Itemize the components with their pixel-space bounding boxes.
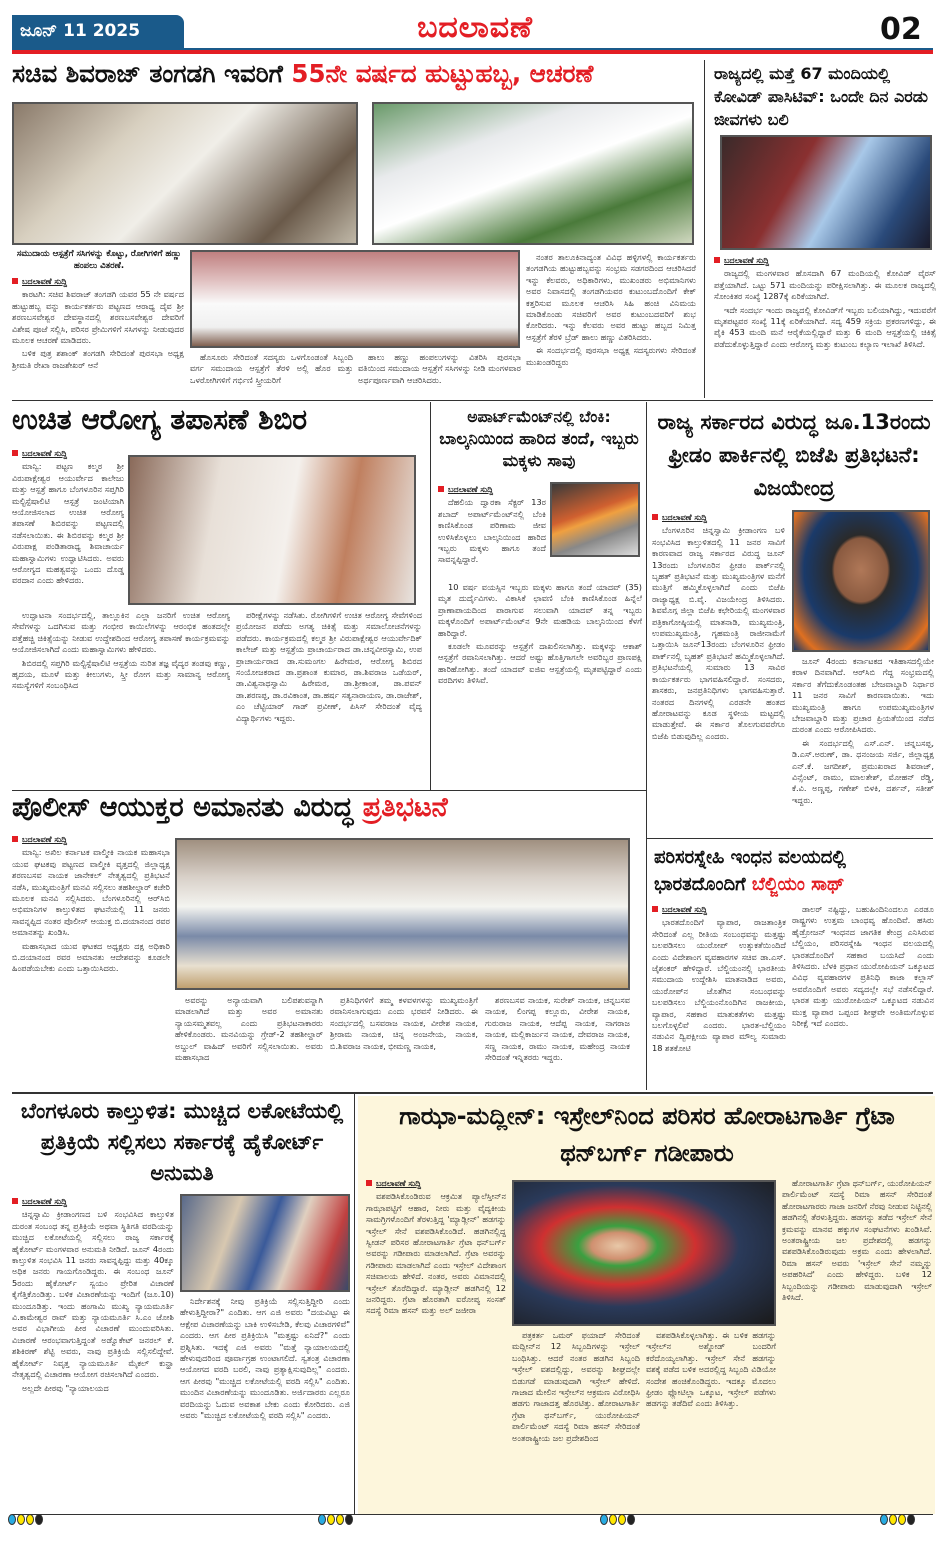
header-rule xyxy=(12,48,933,54)
health-camp-photo xyxy=(128,455,416,605)
section-rule xyxy=(646,838,933,839)
paragraph: ಕಾರಟಗಿ: ಸಚಿವ ಶಿವರಾಜ್ ತಂಗಡಗಿ ಯವರ 55 ನೇ ವರ್ಷದ ಹುಟ್ಟುಹಬ್ಬ ವನ್ನು ಕಾರ್ಯಕರ್ತರು ಪಟ್ಟಣದ ಆರಾಧ್ಯ ದೈವ ಶ್ರೀ ಶರಣಬಸವೇಶ್ವರ ದೇವಸ್ಥಾನದಲ್ಲಿ ಶರಣಬಸವೇಶ್ವರ ದೇವರಿಗೆ ವಿಶೇಷ ಪೂಜೆ ಸಲ್ಲಿಸಿ, ಪರಿಸರ ಪ್ರೇಮಿಗಳಿಗೆ ಸಸಿಗಳನ್ನು ನೀಡುವುದರ ಮೂಲಕ ಆಚರಣೆ ಮಾಡಿದರು. xyxy=(12,289,184,346)
paragraph: ಬಳಿಕ ಪುತ್ರ ಶಶಾಂಕ್ ತಂಗಡಗಿ ಸೇರಿದಂತೆ ಪುರಸಭಾ ಅಧ್ಯಕ್ಷ ಶ್ರೀಮತಿ ರೇಖಾ ರಾಜಶೇಖರ್ ಆನೆ xyxy=(12,348,184,370)
paragraph: ಅಲ್ಲದೇ ಪೀಠವು "ನ್ಯಾಯಾಲಯದ xyxy=(22,1382,109,1393)
byline: ಬದಲಾವಣೆ ಸುದ್ದಿ xyxy=(12,276,184,287)
paragraph: ಈ ಸಂದರ್ಭದಲ್ಲಿ ಎಸ್.ಎನ್. ಚನ್ನಬಸಪ್ಪ, ಡಿ.ಎಸ್.ಅರುಣ್, ಡಾ. ಧನಂಜಯ ಸರ್ಜಿ, ಜಿಲ್ಲಾಧ್ಯಕ್ಷ ಎನ್.ಕೆ. ಜಗದೀಶ್, ಪ್ರಮುಖರಾದ ಶಿವರಾಜ್, ವಿನ್ಸೆಂಟ್, ರಾಮು, ಮಾಲತೇಶ್, ಮೋಹನ್ ರೆಡ್ಡಿ, ಕೆ.ವಿ. ಅಣ್ಣಪ್ಪ, ಗಣೇಶ್ ಬಿಳಕಿ, ದರ್ಶನ್, ಸತೀಶ್ ಇದ್ದರು. xyxy=(792,737,934,805)
paragraph: ರಾಜ್ಯದಲ್ಲಿ ಮಂಗಳವಾರ ಹೊಸದಾಗಿ 67 ಮಂದಿಯಲ್ಲಿ ಕೋವಿಡ್ ವೈರಸ್ ಪತ್ತೆಯಾಗಿದೆ. ಒಟ್ಟು 571 ಮಂದಿಯನ್ನು ಪರೀಕ್ಷಿಸಲಾಗಿತ್ತು. ಈ ಮೂಲಕ ರಾಜ್ಯದಲ್ಲಿ ಸೋಂಕಿತರ ಸಂಖ್ಯೆ 1287ಕ್ಕೆ ಏರಿಕೆಯಾಗಿದೆ. xyxy=(714,268,936,302)
paragraph: ವಶಪಡಿಸಿಕೊಳ್ಳಲಾಗಿತ್ತು. ಈ ಬಳಿಕ ಹಡಗನ್ನು ಇಸ್ರೇಲ್‌ನ ಅಶ್ಡೋಡ್ ಬಂದರಿಗೆ ಕರೆದೊಯ್ಯಲಾಗಿತ್ತು. ಇಸ್ರೇಲ್ ಸೇನೆ ಹಡಗನ್ನು ವಶಕ್ಕೆ ಪಡೆದ ಬಳಿಕ ಅದರಲ್ಲಿದ್ದ ಸಿಬ್ಬಂದಿ ವಿಡಿಯೋ ಸಂದೇಶ ಹಂಚಿಕೊಂಡಿದ್ದರು. ಇದಕ್ಕೂ ಮೊದಲು ಫ್ರೀಡಂ ಫ್ಲೋಟಿಲ್ಲಾ ಒಕ್ಕೂಟ, ಇಸ್ರೇಲ್ ಪಡೆಗಳು ಹಡಗನ್ನು ತಡೆದಿವೆ ಎಂದು ತಿಳಿಸಿತ್ತು. xyxy=(646,1330,776,1409)
byline: ಬದಲಾವಣೆ ಸುದ್ದಿ xyxy=(652,512,785,523)
paragraph: ಕೂಡಲೇ ಮೂವರನ್ನು ಆಸ್ಪತ್ರೆಗೆ ದಾಖಲಿಸಲಾಗಿತ್ತು. ಮಕ್ಕಳನ್ನು ಆಕಾಶ್ ಆಸ್ಪತ್ರೆಗೆ ರವಾನಿಸಲಾಗಿತ್ತು. ಆದರೆ ಅಷ್ಟು ಹೊತ್ತಿಗಾಗಲೇ ಅವರಿಬ್ಬರ ಪ್ರಾಣಪಕ್ಷಿ ಹಾರಿಹೋಗಿತ್ತು. ತಂದೆ ಯಾದವ್ ಐಜಿಐ ಆಸ್ಪತ್ರೆಯಲ್ಲಿ ಮೃತಪಟ್ಟಿದ್ದಾರೆ ಎಂದು ವರದಿಗಳು ತಿಳಿಸಿವೆ. xyxy=(438,641,642,686)
paragraph: ಶರಣಬಸವ ನಾಯಕ, ಸುರೇಶ್ ನಾಯಕ, ಚನ್ನಬಸವ ನಾಯಕ, ಲಿಂಗಪ್ಪ ಕಲ್ಲೂರು, ವೀರೇಶ ನಾಯಕ, ಗುರುರಾಜ ನಾಯಕ, ಆದೆಪ್ಪ ನಾಯಕ, ನಾಗರಾಜ ನಾಯಕ, ಮಲ್ಲಿಕಾರ್ಜುನ ನಾಯಕ, ದೇವರಾಜ ನಾಯಕ, ಸಣ್ಣ ನಾಯಕ, ರಾಮು ನಾಯಕ, ಮಹೇಂದ್ರ ನಾಯಕ ಸೇರಿದಂತೆ ಇನ್ನಿತರರು ಇದ್ದರು. xyxy=(485,995,630,1063)
column-divider xyxy=(354,1094,355,1514)
police-column-4 xyxy=(485,995,630,1087)
byline: ಬದಲಾವಣೆ ಸುದ್ದಿ xyxy=(12,1196,174,1207)
fire-headline xyxy=(436,406,642,472)
police-column-2 xyxy=(175,995,323,1087)
paragraph: ಬೆಂಗಳೂರಿನ ಚಿನ್ನಸ್ವಾಮಿ ಕ್ರೀಡಾಂಗಣ ಬಳಿ ಸಂಭವಿಸಿದ ಕಾಲ್ತುಳಿತದಲ್ಲಿ 11 ಜನರ ಸಾವಿಗೆ ಕಾರಣವಾದ ರಾಜ್ಯ ಸರ್ಕಾರದ ವಿರುದ್ಧ ಜೂನ್ 13ರಂದು ಬೆಂಗಳೂರಿನ ಫ್ರೀಡಂ ಪಾರ್ಕ್‌ನಲ್ಲಿ ಬೃಹತ್ ಪ್ರತಿಭಟನೆ ಮತ್ತು ಮುಖ್ಯಮಂತ್ರಿಗಳ ಮನೆಗೆ ಮುತ್ತಿಗೆ ಹಮ್ಮಿಕೊಳ್ಳಲಾಗಿದೆ ಎಂದು ಬಿಜೆಪಿ ರಾಜ್ಯಾಧ್ಯಕ್ಷ ಬಿ.ವೈ. ವಿಜಯೇಂದ್ರ ತಿಳಿಸಿದರು. ಶಿವಮೊಗ್ಗ ಜಿಲ್ಲಾ ಬಿಜೆಪಿ ಕಛೇರಿಯಲ್ಲಿ ಮಂಗಳವಾರ ಪತ್ರಿಕಾಗೋಷ್ಠಿಯಲ್ಲಿ ಮಾತನಾಡಿ, ಮುಖ್ಯಮಂತ್ರಿ, ಉಪಮುಖ್ಯಮಂತ್ರಿ, ಗೃಹಮಂತ್ರಿ ರಾಜೀನಾಮೆಗೆ ಒತ್ತಾಯಿಸಿ ಜೂನ್13ರಂದು ಬೆಂಗಳೂರಿನ ಫ್ರೀಡಂ ಪಾರ್ಕ್‌ನಲ್ಲಿ ಬೃಹತ್ ಪ್ರತಿಭಟನೆ ಹಮ್ಮಿಕೊಳ್ಳಲಾಗಿದೆ. ಪ್ರತಿಭಟನೆಯಲ್ಲಿ ಸುಮಾರು 13 ಸಾವಿರ ಕಾರ್ಯಕರ್ತರು ಭಾಗವಹಿಸಲಿದ್ದಾರೆ. ಸಂಸದರು, ಶಾಸಕರು, ಜನಪ್ರತಿನಿಧಿಗಳು ಭಾಗವಹಿಸುತ್ತಾರೆ. ನಂತರದ ದಿನಗಳಲ್ಲಿ ಎರಡನೇ ಹಂತದ ಹೋರಾಟವನ್ನು ಕೂಡ ಸ್ಥಳೀಯ ಮಟ್ಟದಲ್ಲಿ ಮಾಡುತ್ತೇವೆ. ಈ ಸರ್ಕಾರ ತೊಲಗುವವರೆಗೂ ಬಿಜೆಪಿ ಬಿಡುವುದಿಲ್ಲ ಎಂದರು. xyxy=(652,525,785,741)
date-tab: ಜೂನ್ 11 2025 xyxy=(12,15,184,48)
paragraph: ಡಾಲರ್ ನಷ್ಟಿದ್ದು, ಬಹುಹಿಂದಿನಿಂದಲೂ ಎರಡೂ ರಾಷ್ಟ್ರಗಳು ಉತ್ತಮ ಬಾಂಧವ್ಯ ಹೊಂದಿವೆ. ಹಸಿರು ಹೈಡ್ರೋಜನ್ ಇಂಧನದ ಜಾಗತಿಕ ಕೇಂದ್ರ ಎನಿಸಿರುವ ಬೆಲ್ಜಿಯಂ, ಪರಿಸರಸ್ನೇಹಿ ಇಂಧನ ವಲಯದಲ್ಲಿ ಭಾರತದೊಂದಿಗೆ ಸಹಕಾರ ಬಯಸಿದೆ ಎಂದು ತಿಳಿಸಿದರು. ಬೆಳಕಿ ಪ್ರಧಾನ ಯುರೋಪಿಯನ್ ಒಕ್ಕೂಟದ ವಿವಿಧ ವ್ಯವಹಾರಗಳ ಪ್ರತಿನಿಧಿ ಕಾಜಾ ಕಲ್ಲಾಸ್ ಅವರೊಂದಿಗೆ ಅವರು ಸದ್ಯದಲ್ಲೇ ಸಭೆ ನಡೆಸಲಿದ್ದಾರೆ. ಭಾರತ ಮತ್ತು ಯುರೋಪಿಯನ್ ಒಕ್ಕೂಟದ ನಡುವಿನ ಮುಕ್ತ ವ್ಯಾಪಾರ ಒಪ್ಪಂದ ಶೀಘ್ರವೇ ಅಂತಿಮಗೊಳ್ಳುವ ನಿರೀಕ್ಷೆ ಇದೆ ಎಂದರು. xyxy=(792,904,934,1029)
byline: ಬದಲಾವಣೆ ಸುದ್ದಿ xyxy=(12,834,170,845)
health-column-2 xyxy=(236,610,422,788)
stampede-column-2 xyxy=(180,1296,350,1510)
police-column-3 xyxy=(330,995,478,1087)
registration-marks xyxy=(318,1514,353,1525)
birthday-photo-group xyxy=(372,102,694,245)
fire-column-1 xyxy=(438,484,546,580)
paragraph: 10 ವರ್ಷ ವಯಸ್ಸಿನ ಇಬ್ಬರು ಮಕ್ಕಳು ಹಾಗೂ ತಂದೆ ಯಾದವ್ (35) ಮೃತ ದುರ್ದೈವಿಗಳು. ವಿಕಾಸಿಕೆ ಛಾವಣಿ ಬೆಂಕಿ ಕಾಣಿಸಿಕೊಂಡ ಹಿನ್ನೆಲೆ ಪ್ರಾಣಾಪಾಯದಿಂದ ಪಾರಾಗುವ ಸಲುವಾಗಿ ಯಾದವ್ ತನ್ನ ಇಬ್ಬರು ಮಕ್ಕಳೊಂದಿಗೆ ಅಪಾರ್ಟ್‌ಮೆಂಟ್‌ನ 9ನೇ ಮಹಡಿಯ ಬಾಲ್ಕನಿಯಿಂದ ಕೆಳಗೆ ಹಾರಿದ್ದಾರೆ. xyxy=(438,582,642,638)
masthead-logo: ಬದಲಾವಣೆ xyxy=(417,10,533,45)
stampede-photo xyxy=(180,1194,350,1292)
headline-part: ಸಚಿವ ಶಿವರಾಜ್ ತಂಗಡಗಿ ಇವರಿಗೆ xyxy=(12,59,292,88)
stampede-column-1 xyxy=(12,1196,174,1510)
paragraph: ಹೊಸೂರು ಸೇರಿದಂತೆ ಸದಸ್ಯರು ಒಳಗೊಂಡಂತೆ ಸಿಬ್ಬಂದಿ ವರ್ಗ ಸಮುದಾಯ ಆಸ್ಪತ್ರೆಗೆ ತೆರಳಿ ಅಲ್ಲಿ ಹೊರ ಮತ್ತು ಒಳರೋಗಿಗಳಿಗೆ ಗರ್ಭಿಣಿ ಸ್ತ್ರೀಯರಿಗೆ xyxy=(190,352,353,385)
belgium-headline xyxy=(654,844,936,898)
fire-photo xyxy=(550,482,640,557)
paragraph: ಮಹಾಸಭಾದ ಯುವ ಘಟಕದ ಅಧ್ಯಕ್ಷರು ದಕ್ಷ ಅಧಿಕಾರಿ ಬಿ.ದಯಾನಂದ ರವರ ಅಮಾನತು ಆದೇಶವನ್ನು ಕೂಡಲೇ ಹಿಂಪಡೆಯಬೇಕು ಎಂದು ಒತ್ತಾಯಿಸಿದರು. xyxy=(12,940,170,974)
police-protest-photo xyxy=(175,838,630,990)
bjp-column-2 xyxy=(792,656,934,834)
paragraph: ಈ ಸಂದರ್ಭದಲ್ಲಿ ಪುರಸಭಾ ಅಧ್ಯಕ್ಷ ಸದಸ್ಯರುಗಳು ಸೇರಿದಂತೆ ಮುಖಂಡರಿದ್ದರು xyxy=(526,345,696,367)
paragraph: ಇದೇ ಸಂದರ್ಭ ಇಂದು ರಾಜ್ಯದಲ್ಲಿ ಕೋವಿಡ್‌ಗೆ ಇಬ್ಬರು ಬಲಿಯಾಗಿದ್ದು, ಇದುವರೆಗೆ ಮೃತಪಟ್ಟವರ ಸಂಖ್ಯೆ 11ಕ್ಕೆ ಏರಿಕೆಯಾಗಿದೆ. ಸದ್ಯ 459 ಸಕ್ರಿಯ ಪ್ರಕರಣಗಳಿದ್ದು, ಈ ಪೈಕಿ 453 ಮಂದಿ ಮನೆ ಆರೈಕೆಯಲ್ಲಿದ್ದಾರೆ ಮತ್ತು 6 ಮಂದಿ ಆಸ್ಪತ್ರೆಯಲ್ಲಿ ಚಿಕಿತ್ಸೆ ಪಡೆದುಕೊಳ್ಳುತ್ತಿದ್ದಾರೆ ಎಂದು ಆರೋಗ್ಯ ಮತ್ತು ಕುಟುಂಬ ಕಲ್ಯಾಣ ಇಲಾಖೆ ತಿಳಿಸಿದೆ. xyxy=(714,304,936,349)
byline: ಬದಲಾವಣೆ ಸುದ್ದಿ xyxy=(652,904,786,915)
section-rule xyxy=(12,790,646,791)
paragraph: ಮಾನ್ವಿ: ಅಖಿಲ ಕರ್ನಾಟಕ ವಾಲ್ಮೀಕಿ ನಾಯಕ ಮಹಾಸಭಾ ಯುವ ಘಟಕವು ಪಟ್ಟಣದ ವಾಲ್ಮೀಕಿ ವೃತ್ತದಲ್ಲಿ ಜಿಲ್ಲಾಧ್ಯಕ್ಷ ಶರಣಬಸವ ನಾಯಕ ಜಾನೇಕಲ್ ನೇತೃತ್ವದಲ್ಲಿ ಪ್ರತಿಭಟನೆ ನಡೆಸಿ, ಮುಖ್ಯಮಂತ್ರಿಗೆ ಮನವಿ ಸಲ್ಲಿಸಲು ತಹಶೀಲ್ದಾರ್ ಕಚೇರಿ ಮೂಲಕ ಮನವಿ ಸಲ್ಲಿಸಿದರು. ಬೆಂಗಳೂರಿನಲ್ಲಿ ಆರ್‌ಸಿಬಿ ಅಭಿಮಾನಿಗಳ ಕಾಲ್ತುಳಿತದ ಘಟನೆಯಲ್ಲಿ 11 ಜನರು ಸಾವನ್ನಪ್ಪಿದ ನಂತರ ಪೊಲೀಸ್ ಆಯುಕ್ತ ಬಿ.ದಯಾನಂದ ರವರ ಅಮಾನತನ್ನು ಖಂಡಿಸಿ. xyxy=(12,847,170,938)
paragraph: ಜೂನ್ 4ರಂದು ಕರ್ನಾಟಕದ ಇತಿಹಾಸದಲ್ಲಿಯೇ ಕರಾಳ ದಿನವಾಗಿದೆ. ಆರ್‌ಸಿಬಿ ಗೆದ್ದ ಸಂಭ್ರಮದಲ್ಲಿ ಸರ್ಕಾರ ತೆಗೆದುಕೊಂಡಂತಹ ಬೇಜವಾಬ್ದಾರಿ ನಿರ್ಧಾರ 11 ಜನರ ಸಾವಿಗೆ ಕಾರಣವಾಯಿತು. ಇದು ಮುಖ್ಯಮಂತ್ರಿ ಹಾಗೂ ಉಪಮುಖ್ಯಮಂತ್ರಿಗಳ ಬೇಜವಾಬ್ದಾರಿ ಮತ್ತು ಪ್ರಚಾರ ಪ್ರಿಯತೆಯಿಂದ ನಡೆದ ದುರಂತ ಎಂದು ಆರೋಪಿಸಿದರು. xyxy=(792,656,934,735)
paragraph: ಪರೀಕ್ಷೆಗಳನ್ನು ನಡೆಸಿತು. ರೋಗಿಗಳಿಗೆ ಉಚಿತ ಆರೋಗ್ಯ ಸೇವೆಗಳಿಂದ ಪ್ರಯೋಜನ ಪಡೆದು ಅಗತ್ಯ ಚಿಕಿತ್ಸೆ ಮತ್ತು ಸಮಾಲೋಚನೆಗಳನ್ನು ಪಡೆದರು. ಕಾರ್ಯಕ್ರಮದಲ್ಲಿ ಕಲ್ಮಠ ಶ್ರೀ ವಿರುಪಾಕ್ಷೇಶ್ವರ ಆಯುರ್ವೇದಿಕ್ ಕಾಲೇಜ್ ಮತ್ತು ಆಸ್ಪತ್ರೆಯ ಪ್ರಾಚಾರ್ಯರಾದ ಡಾ.ಚನ್ನವೀರಸ್ವಾಮಿ, ಉಪ ಪ್ರಾಚಾರ್ಯರಾದ ಡಾ.ಸುಮಂಗಲ ಹಿರೇಮಠ, ಆರೋಗ್ಯ ಶಿಬಿರದ ಸಂಯೋಜಕರಾದ ಡಾ.ಪ್ರಶಾಂತ ಕುಮಾರ, ಡಾ.ಶಿವರಾಜ ಒಡೆಯರ್, ಡಾ.ವಿಶ್ವನಾಥಸ್ವಾಮಿ ಹಿರೇಮಠ, ಡಾ.ಶ್ರೀಕಾಂತ, ಡಾ.ಪವನ್ ಡಾ.ಶರಣಪ್ಪ, ಡಾ.ರವಿಕಾಂತ, ಡಾ.ಹರ್ಷ ಸತ್ಯನಾರಾಯಣ, ಡಾ.ರಾಜೇಶ್, ಎಂ ಚೆಟ್ಟಿಯಾರ್ ಗಾಡ್ ಪ್ರವೀಣ್, ಪಿಸಿಸ್ ಸೇರಿದಂತೆ ವೈದ್ಯ ವಿದ್ಯಾರ್ಥಿಗಳು ಇದ್ದರು. xyxy=(236,610,422,723)
headline-part: ಪರಿಸರಸ್ನೇಹಿ ಇಂಧನ ವಲಯದಲ್ಲಿ ಭಾರತದೊಂದಿಗೆ xyxy=(654,847,846,895)
paragraph: ಮಾನ್ವಿ: ಪಟ್ಟಣ ಕಲ್ಮಠ ಶ್ರೀ ವಿರುಪಾಕ್ಷೇಶ್ವರ ಆಯುರ್ವೇದ ಕಾಲೇಜು ಮತ್ತು ಆಸ್ಪತ್ರೆ ಹಾಗೂ ಬೆಂಗಳೂರಿನ ಸಪ್ತಗಿರಿ ಮಲ್ಟಿಸ್ಪೆಷಾಲಿಟಿ ಆಸ್ಪತ್ರೆ ಜಂಟಿಯಾಗಿ ಆಯೋಜಿಸಲಾದ ಉಚಿತ ಆರೋಗ್ಯ ತಪಾಸಣೆ ಶಿಬಿರವನ್ನು ಪಟ್ಟಣದಲ್ಲಿ ನಡೆಸಲಾಯಿತು. ಈ ಶಿಬಿರವನ್ನು ಕಲ್ಮಠ ಶ್ರೀ ವಿರುಪಾಕ್ಷ ಪಂಡಿತಾರಾಧ್ಯ ಶಿವಾಚಾರ್ಯ ಮಹಾಸ್ವಾಮಿಗಳು ಉದ್ಘಾಟಿಸಿದರು. ಅವರು ಆರೋಗ್ಯದ ಮಹತ್ವವನ್ನು ಒಂದು ದೊಡ್ಡ ವರದಾನ ಎಂದು ಹೇಳಿದರು. xyxy=(12,461,124,586)
column-divider xyxy=(704,60,705,398)
birthday-column-3 xyxy=(358,352,521,392)
paragraph: ಚಿನ್ನಸ್ವಾಮಿ ಕ್ರೀಡಾಂಗಣದ ಬಳಿ ಸಂಭವಿಸಿದ ಕಾಲ್ತುಳಿತ ದುರಂತ ಸಂಬಂಧ ತನ್ನ ಪ್ರತಿಕ್ರಿಯೆ ಅಥವಾ ಸ್ಥಿತಿಗತಿ ವರದಿಯನ್ನು ಮುಚ್ಚಿದ ಲಕೋಟೆಯಲ್ಲಿ ಸಲ್ಲಿಸಲು ರಾಜ್ಯ ಸರ್ಕಾರಕ್ಕೆ ಹೈಕೋರ್ಟ್ ಮಂಗಳವಾರ ಅನುಮತಿ ನೀಡಿದೆ. ಜೂನ್ 4ರಂದು ಕಾಲ್ತುಳಿತ ಸಂಭವಿಸಿ 11 ಜನರು ಸಾವನ್ನಪ್ಪಿದ್ದು ಮತ್ತು 40ಕ್ಕೂ ಅಧಿಕ ಜನರು ಗಾಯಗೊಂಡಿದ್ದರು. ಈ ಸಂಬಂಧ ಜೂನ್ 5ರಂದು ಹೈಕೋರ್ಟ್ ಸ್ವಯಂ ಪ್ರೇರಿತ ವಿಚಾರಣೆ ಕೈಗೆತ್ತಿಕೊಂಡಿತ್ತು. ಬಳಿಕ ವಿಚಾರಣೆಯನ್ನು ಇಂದಿಗೆ (ಜೂ.10) ಮುಂದೂಡಿತ್ತು. ಇಂದು ಹಂಗಾಮಿ ಮುಖ್ಯ ನ್ಯಾಯಮೂರ್ತಿ ವಿ.ಕಾಮೇಶ್ವರ ರಾವ್ ಮತ್ತು ನ್ಯಾಯಮೂರ್ತಿ ಸಿ.ಎಂ ಜೋಶಿ ಅವರ ವಿಭಾಗೀಯ ಪೀಠ ವಿಚಾರಣೆ ಮುಂದುವರಿಸಿತು. ವಿಚಾರಣೆ ಆರಂಭವಾಗುತ್ತಿದ್ದಂತೆ ಅಡ್ವೊಕೇಟ್ ಜನರಲ್ ಕೆ. ಶಶಿಕಿರಣ್ ಶೆಟ್ಟಿ ಅವರು, ನಾವು ಪ್ರತಿಕ್ರಿಯೆ ಸಲ್ಲಿಸಲಿದ್ದೇವೆ. ಹೈಕೋರ್ಟ್ ನಿವೃತ್ತ ನ್ಯಾಯಮೂರ್ತಿ ಮೈಕಲ್ ಕುನ್ಹಾ ನೇತೃತ್ವದಲ್ಲಿ ವಿಚಾರಣಾ ಆಯೋಗ ರಚಿಸಲಾಗಿದೆ ಎಂದರು. xyxy=(12,1209,174,1380)
bjp-column-1 xyxy=(652,512,785,834)
paragraph: ಉದ್ಘಾಟನಾ ಸಂದರ್ಭದಲ್ಲಿ, ತಾಲ್ಲೂಕಿನ ಎಲ್ಲಾ ಜನರಿಗೆ ಉಚಿತ ಆರೋಗ್ಯ ಸೇವೆಗಳನ್ನು ಒದಗಿಸುವ ಮತ್ತು ಗಂಭೀರ ಕಾಯಿಲೆಗಳನ್ನು ಆರಂಭಿಕ ಹಂತದಲ್ಲೇ ಪತ್ತೆಹಚ್ಚಿ ಚಿಕಿತ್ಸೆಯನ್ನು ನೀಡುವ ಉದ್ದೇಶದಿಂದ ಆರೋಗ್ಯ ತಪಾಸಣೆ ಕಾರ್ಯಕ್ರಮವನ್ನು ಆಯೋಜಿಸಲಾಗಿದೆ ಎಂದು ಮಹಾಸ್ವಾಮಿಗಳು ಹೇಳಿದರು. xyxy=(12,610,230,655)
paragraph: ಪ್ರತಿನಿಧಿಗಳಿಗೆ ತಮ್ಮ ಕಳವಳಗಳನ್ನು ಮುಖ್ಯಮಂತ್ರಿಗೆ ರವಾನಿಸಲಾಗುವುದು ಎಂದು ಭರವಸೆ ನೀಡಿದರು. ಈ ಸಂದರ್ಭದಲ್ಲಿ ಬಸವರಾಜ ನಾಯಕ, ವೀರೇಶ ನಾಯಕ, ಶ್ರೀರಾಮ ನಾಯಕ, ಚಿನ್ನ ಅಂಜನೇಯ, ನಾಯಕ, ಬಿ.ಶಿವರಾಜ ನಾಯಕ, ಭೀಮಣ್ಣ ನಾಯಕ, xyxy=(330,995,478,1051)
headline-part: ಪೊಲೀಸ್ ಆಯುಕ್ತರ ಅಮಾನತು ವಿರುದ್ಧ xyxy=(12,792,363,823)
paragraph: ಅವರನ್ನು ಅನ್ಯಾಯವಾಗಿ ಬಲಿಪಶುವನ್ನಾಗಿ ಮಾಡಲಾಗಿದೆ ಮತ್ತು ಅವರ ಅಮಾನತು ನ್ಯಾಯಸಮ್ಮತವಲ್ಲ ಎಂದು ಪ್ರತಿಭಟನಾಕಾರರು ಹೇಳಿಕೊಂಡರು. ಮನವಿಯನ್ನು ಗ್ರೇಡ್-2 ತಹಶೀಲ್ದಾರ್ ಅಬ್ದುಲ್ ವಾಹಿದ್ ಅವರಿಗೆ ಸಲ್ಲಿಸಲಾಯಿತು. ಅವರು ಮಹಾಸಭಾದ xyxy=(175,995,323,1063)
footer-rule xyxy=(12,1514,933,1515)
police-protest-headline xyxy=(12,792,642,823)
byline: ಬದಲಾವಣೆ ಸುದ್ದಿ xyxy=(366,1178,506,1189)
covid-body xyxy=(714,255,936,397)
fire-column-2 xyxy=(438,582,642,788)
paragraph: ದೆಹಲಿಯ ದ್ವಾರಕಾ ಸೆಕ್ಟರ್ 13ರ ಶಬಾದ್ ಅಪಾರ್ಟ್‌ಮೆಂಟ್‌ನಲ್ಲಿ ಬೆಂಕಿ ಕಾಣಿಸಿಕೊಂಡ ಪರಿಣಾಮ ಜೀವ ಉಳಿಸಿಕೊಳ್ಳಲು ಬಾಲ್ಕನಿಯಿಂದ ಹಾರಿದ ಇಬ್ಬರು ಮಕ್ಕಳು ಹಾಗೂ ತಂದೆ ಸಾವನ್ನಪ್ಪಿದ್ದಾರೆ. xyxy=(438,497,546,565)
belgium-column-1 xyxy=(652,904,786,1088)
registration-marks xyxy=(8,1514,43,1525)
photo-caption: ಸಮುದಾಯ ಆಸ್ಪತ್ರೆಗೆ ಸಸಿಗಳನ್ನು ಕೊಟ್ಟು, ರೋಗಿಗಳಿಗೆ ಹಣ್ಣು ಹಂಪಲು ವಿತರಣೆ. xyxy=(16,249,182,271)
byline: ಬದಲಾವಣೆ ಸುದ್ದಿ xyxy=(438,484,546,495)
headline-highlight: 55ನೇ ವರ್ಷದ ಹುಟ್ಟುಹಬ್ಬ, ಆಚರಣೆ xyxy=(291,59,594,88)
paragraph: ಶಿಬಿರದಲ್ಲಿ ಸಪ್ತಗಿರಿ ಮಲ್ಟಿಸ್ಪೆಷಾಲಿಟಿ ಆಸ್ಪತ್ರೆಯ ನುರಿತ ತಜ್ಞ ವೈದ್ಯರ ತಂಡವು ಕಣ್ಣು, ಹೃದಯ, ಮೂಳೆ ಮತ್ತು ಕೀಲುಗಳು, ಸ್ತ್ರೀ ರೋಗ ಮತ್ತು ಸಾಮಾನ್ಯ ಆರೋಗ್ಯ ಸಮಸ್ಯೆಗಳಿಗೆ ಸಂಬಂಧಿಸಿದ xyxy=(12,657,230,691)
greta-column-1 xyxy=(366,1178,506,1510)
registration-marks xyxy=(880,1514,915,1525)
byline: ಬದಲಾವಣೆ ಸುದ್ದಿ xyxy=(714,255,936,266)
health-column-1-continued xyxy=(12,610,230,788)
paragraph: ಭಾರತದೊಂದಿಗೆ ವ್ಯಾಪಾರ, ರಾಜತಾಂತ್ರಿಕ ಸೇರಿದಂತೆ ಎಲ್ಲ ರೀತಿಯ ಸಂಬಂಧವನ್ನು ಮತ್ತಷ್ಟು ಬಲಪಡಿಸಲು ಯುರೋಪ್ ಉತ್ಸುಕತೆಯಿಂದಿದೆ ಎಂದು ವಿದೇಶಾಂಗ ವ್ಯವಹಾರಗಳ ಸಚಿವ ಡಾ.ಎಸ್. ಜೈಶಂಕರ್ ಹೇಳಿದ್ದಾರೆ. ಬೆಲ್ಜಿಯಂನಲ್ಲಿ ಭಾರತೀಯ ಸಮುದಾಯ ಉದ್ದೇಶಿಸಿ ಮಾತನಾಡಿದ ಅವರು, ಯುರೋಪ್‌ನ ಜೊತೆಗಿನ ಸಂಬಂಧವನ್ನು ಬಲಪಡಿಸಲು ಬೆಲ್ಜಿಯಂನೊಂದಿಗಿನ ರಾಜಕೀಯ, ವ್ಯಾಪಾರ, ಸಹಕಾರ ಮಾತುಕತೆಗಳು ಮತ್ತಷ್ಟು ಬಲಗೊಳ್ಳಲಿವೆ ಎಂದರು. ಭಾರತ-ಬೆಲ್ಜಿಯಂ ನಡುವಿನ ದ್ವಿಪಕ್ಷೀಯ ವ್ಯಾಪಾರ ಮೌಲ್ಯ ಸುಮಾರು 18 ಶತಕೋಟಿ xyxy=(652,917,786,1053)
registration-marks xyxy=(600,1514,635,1525)
birthday-column-2 xyxy=(190,352,353,392)
section-rule xyxy=(12,400,933,401)
headline-highlight: ಪ್ರತಿಭಟನೆ xyxy=(362,792,448,823)
birthday-column-1 xyxy=(12,276,184,392)
byline: ಬದಲಾವಣೆ ಸುದ್ದಿ xyxy=(12,448,124,459)
paragraph: ಹೋರಾಟಗಾರ್ತಿ ಗ್ರೆಟಾ ಥನ್‌ಬರ್ಗ್, ಯುರೋಪಿಯನ್ ಪಾರ್ಲಿಮೆಂಟ್ ಸದಸ್ಯೆ ರಿಮಾ ಹಸನ್ ಸೇರಿದಂತೆ ಹೋರಾಟಗಾರರು ಗಾಜಾ ಜನರಿಗೆ ನೆರವು ನೀಡುವ ನಿಟ್ಟಿನಲ್ಲಿ ಹಡಗಿನಲ್ಲಿ ತೆರಳುತ್ತಿದ್ದರು. ಹಡಗನ್ನು ತಡೆದ ಇಸ್ರೇಲ್ ಸೇನೆ ಕ್ರಮವನ್ನು ಮಾನವ ಹಕ್ಕುಗಳ ಸಂಘಟನೆಗಳು ಖಂಡಿಸಿವೆ. ಅಂತರಾಷ್ಟ್ರೀಯ ಜಲ ಪ್ರದೇಶದಲ್ಲಿ ಹಡಗನ್ನು ವಶಪಡಿಸಿಕೊಂಡಿರುವುದು ಅಕ್ರಮ ಎಂದು ಹೇಳಲಾಗಿದೆ. ರಿಮಾ ಹಸನ್ ಅವರು 'ಇಸ್ರೇಲ್ ಸೇನೆ ನಮ್ಮನ್ನು ಅಪಹರಿಸಿದೆ' ಎಂದು ಹೇಳಿದ್ದರು. ಬಳಿಕ 12 ಸಿಬ್ಬಂದಿಯನ್ನು ಗಡೀಪಾರು ಮಾಡುವುದಾಗಿ ಇಸ್ರೇಲ್ ತಿಳಿಸಿದೆ. xyxy=(782,1178,932,1303)
column-divider xyxy=(430,402,431,790)
birthday-column-4 xyxy=(526,252,696,394)
column-divider xyxy=(646,402,647,1090)
covid-photo xyxy=(720,135,932,250)
birthday-photo-hospital xyxy=(12,102,358,245)
bjp-protest-headline: ರಾಜ್ಯ ಸರ್ಕಾರದ ವಿರುದ್ಧ ಜೂ.13ರಂದು ಫ್ರೀಡಂ ಪಾರ್ಕಿನಲ್ಲಿ ಬಿಜೆಪಿ ಪ್ರತಿಭಟನೆ: ವಿಜಯೇಂದ್ರ xyxy=(657,410,931,500)
greta-column-3 xyxy=(646,1330,776,1510)
belgium-column-2 xyxy=(792,904,934,1088)
headline-main: ಬಾಲ್ಕನಿಯಿಂದ ಹಾರಿದ ತಂದೆ, ಇಬ್ಬರು ಮಕ್ಕಳು ಸಾವು xyxy=(439,429,639,470)
story-birthday-headline xyxy=(12,60,702,88)
greta-thunberg-photo xyxy=(512,1180,776,1326)
stampede-headline: ಬೆಂಗಳೂರು ಕಾಲ್ತುಳಿತ: ಮುಚ್ಚಿದ ಲಕೋಟೆಯಲ್ಲಿ ಪ್ರತಿಕ್ರಿಯೆ ಸಲ್ಲಿಸಲು ಸರ್ಕಾರಕ್ಕೆ ಹೈಕೋರ್ಟ್ ಅನುಮತಿ xyxy=(20,1099,344,1185)
headline-highlight: ಬೆಲ್ಜಿಯಂ ಸಾಥ್ xyxy=(751,874,845,895)
birthday-photo-saplings xyxy=(190,250,520,348)
paragraph: ನಿರ್ದೇಶನಕ್ಕೆ ನೀವು ಪ್ರತಿಕ್ರಿಯೆ ಸಲ್ಲಿಸುತ್ತಿದ್ದೀರಿ ಎಂದು ಹೇಳುತ್ತಿದ್ದೀರಾ?" ಎಂದಿತು. ಆಗ ಎಜಿ ಅವರು "ದಯವಿಟ್ಟು ಈ ಆಕ್ಷೇಪ ವಿಚಾರಣೆಯನ್ನು ಬಾಕಿ ಉಳಿಸಬೇಡಿ, ಕೆಲವು ವಿಚಾರಗಳಿವೆ" ಎಂದರು. ಆಗ ಪೀಠ ಪ್ರತಿಕ್ರಿಯಿಸಿ "ಮತ್ತಷ್ಟು ಏನಿದೆ?" ಎಂದು ಪ್ರಶ್ನಿಸಿತು. ಇದಕ್ಕೆ ಎಜಿ ಅವರು "ಮತ್ತೆ ನ್ಯಾಯಾಲಯದಲ್ಲಿ ಹೇಳುವುದರಿಂದ ಪೂರ್ವಾಗ್ರಹ ಉಂಟಾಗಲಿದೆ. ಸ್ವತಂತ್ರ ವಿಚಾರಣಾ ಆಯೋಗದ ವರದಿ ಬರಲಿ, ನಾವು ಪ್ರತ್ಯಾಕ್ಷಿಸುವುದಿಲ್ಲ" ಎಂದರು. ಆಗ ಪೀಠವು "ಮುಚ್ಚಿದ ಲಕೋಟೆಯಲ್ಲಿ ವರದಿ ಸಲ್ಲಿಸಿ" ಎಂದಿತು. ಮುಂದಿನ ವಿಚಾರಣೆಯನ್ನು ಮುಂದೂಡಿತು. ಅರ್ಜಿದಾರರು ಎಲ್ಲರೂ ವರದಿಯನ್ನು ಓದುವ ಅವಕಾಶ ಬೇಕು ಎಂದು ಕೋರಿದರು. ಎಜಿ ಅವರು "ಮುಚ್ಚಿದ ಲಕೋಟೆಯಲ್ಲಿ ವರದಿ ಸಲ್ಲಿಸಿ" ಎಂದರು. xyxy=(180,1296,350,1421)
section-rule xyxy=(12,1092,933,1094)
greta-column-4 xyxy=(782,1178,932,1510)
greta-column-2 xyxy=(512,1330,640,1510)
paragraph: ಪತ್ರಕರ್ತ ಒಮರ್ ಫಯಾದ್ ಸೇರಿದಂತೆ ಮದ್ಲೀನ್‌ನ 12 ಸಿಬ್ಬಂದಿಗಳನ್ನು ಇಸ್ರೇಲ್ ಬಂಧಿಸಿತ್ತು. ಆದರೆ ನಂತರ ಹಡಗಿನ ಸಿಬ್ಬಂದಿ ಇಸ್ರೇಲ್ ವಶದಲ್ಲಿದ್ದು, ಅವರನ್ನು ಶೀಘ್ರದಲ್ಲೇ ಬಿಡುಗಡೆ ಮಾಡುವುದಾಗಿ ಇಸ್ರೇಲ್ ಹೇಳಿದೆ. ಗಾಜಾದ ಮೇಲಿನ ಇಸ್ರೇಲ್‌ನ ಆಕ್ರಮಣ ವಿರೋಧಿಸಿ ಹಡಗು ಗಾಜಾದತ್ತ ಹೊರಟಿತ್ತು. ಹೋರಾಟಗಾರ್ತಿ ಗ್ರೆಟಾ ಥನ್‌ಬರ್ಗ್, ಯುರೋಪಿಯನ್ ಪಾರ್ಲಿಮೆಂಟ್ ಸದಸ್ಯೆ ರಿಮಾ ಹಸನ್ ಸೇರಿದಂತೆ ಅಂತರಾಷ್ಟ್ರೀಯ ಜಲ ಪ್ರದೇಶದಿಂದ xyxy=(512,1330,640,1443)
page-number: 02 xyxy=(880,12,922,47)
greta-headline: ಗಾಝಾ-ಮದ್ಲೀನ್: ಇಸ್ರೇಲ್‌ನಿಂದ ಪರಿಸರ ಹೋರಾಟಗಾರ್ತಿ ಗ್ರೆಟಾ ಥನ್‌ಬರ್ಗ್ ಗಡೀಪಾರು xyxy=(399,1102,895,1167)
paragraph: ವಶಪಡಿಸಿಕೊಂಡಿರುವ ಆಕ್ರಮಿತ ಪ್ಯಾಲೆಸ್ತೀನ್‌ನ ಗಾಝಾಪಟ್ಟಿಗೆ ಆಹಾರ, ನೀರು ಮತ್ತು ವೈದ್ಯಕೀಯ ಸಾಮಗ್ರಿಗಳೊಂದಿಗೆ ತೆರಳುತ್ತಿದ್ದ 'ಮ್ಯಾಡ್ಲೀನ್' ಹಡಗನ್ನು ಇಸ್ರೇಲ್ ಸೇನೆ ವಶಪಡಿಸಿಕೊಂಡಿದೆ. ಹಡಗಿನಲ್ಲಿದ್ದ ಸ್ವೀಡನ್ ಪರಿಸರ ಹೋರಾಟಗಾರ್ತಿ ಗ್ರೆಟಾ ಥನ್‌ಬರ್ಗ್ ಅವರನ್ನು ಗಡೀಪಾರು ಮಾಡಲಾಗಿದೆ. ಗ್ರೆಟಾ ಅವರನ್ನು ಗಡೀಪಾರು ಮಾಡಲಾಗಿದೆ ಎಂದು ಇಸ್ರೇಲ್ ವಿದೇಶಾಂಗ ಸಚಿವಾಲಯ ಹೇಳಿದೆ. ನಂತರ, ಅವರು ವಿಮಾನದಲ್ಲಿ ಇಸ್ರೇಲ್ ತೊರೆದಿದ್ದಾರೆ. ಮ್ಯಾಡ್ಲೀನ್ ಹಡಗಿನಲ್ಲಿ 12 ಜನರಿದ್ದರು. ಗ್ರೆಟಾ ಹೊರತಾಗಿ ಐರೋಪ್ಯ ಸಂಸತ್ ಸದಸ್ಯೆ ರಿಮಾ ಹಸನ್ ಮತ್ತು ಅಲ್ ಜಜೀರಾ xyxy=(366,1191,506,1316)
health-camp-headline: ಉಚಿತ ಆರೋಗ್ಯ ತಪಾಸಣೆ ಶಿಬಿರ xyxy=(12,403,308,436)
police-column-1 xyxy=(12,834,170,1088)
headline-kicker: ಅಪಾರ್ಟ್‌ಮೆಂಟ್‌ನಲ್ಲಿ ಬೆಂಕಿ: xyxy=(467,408,611,426)
covid-headline: ರಾಜ್ಯದಲ್ಲಿ ಮತ್ತೆ 67 ಮಂದಿಯಲ್ಲಿ ಕೋವಿಡ್ ಪಾಸಿಟಿವ್: ಒಂದೇ ದಿನ ಎರಡು ಜೀವಗಳು ಬಲಿ xyxy=(714,64,929,129)
paragraph: ಹಾಲು ಹಣ್ಣು ಹಂಪಲುಗಳನ್ನು ವಿತರಿಸಿ ಪುರಸಭಾ ವತಿಯಿಂದ ಸಮುದಾಯ ಆಸ್ಪತ್ರೆಗೆ ಸಸಿಗಳನ್ನು ನೀಡಿ ಮಂಗಳವಾರ ಅರ್ಥಪೂರ್ಣವಾಗಿ ಆಚರಿಸಿದರು. xyxy=(358,352,521,385)
paragraph: ನಂತರ ತಾಲೂಕಿನಾದ್ಯಂತ ವಿವಿಧ ಹಳ್ಳಿಗಳಲ್ಲಿ ಕಾರ್ಯಕರ್ತರು ತಂಗಡಗಿಯ ಹುಟ್ಟುಹಬ್ಬವನ್ನು ಸಂಭ್ರಮ ಸಡಗರದಿಂದ ಆಚರಿಸಿದರೆ ಇನ್ನು ಕೆಲವರು, ಅಧಿಕಾರಿಗಳು, ಮುಖಂಡರು ಅಭಿಮಾನಿಗಳು ಅವರ ನಿವಾಸದಲ್ಲಿ ತಂಗಡಗಿಯವರ ಕುಟುಂಬದೊಂದಿಗೆ ಕೇಕ್ ಕತ್ತರಿಸುವ ಮೂಲಕ ಆಚರಿಸಿ ಸಿಹಿ ಹಂಚಿ ವಿನಿಮಯ ಮಾಡಿಕೊಂಡು ಸಚಿವರಿಗೆ ಅವರ ಕುಟುಂಬದವರಿಗೆ ಶುಭ ಕೋರಿದರು. ಇನ್ನು ಕೆಲವರು ಅವರ ಹುಟ್ಟು ಹಬ್ಬದ ನಿಮಿತ್ತ ಆಸ್ಪತ್ರೆಗೆ ತೆರಳಿ ಬ್ರೆಡ್ ಹಾಲು ಹಣ್ಣು ವಿತರಿಸಿದರು. xyxy=(526,252,696,342)
vijayendra-photo xyxy=(792,510,930,652)
